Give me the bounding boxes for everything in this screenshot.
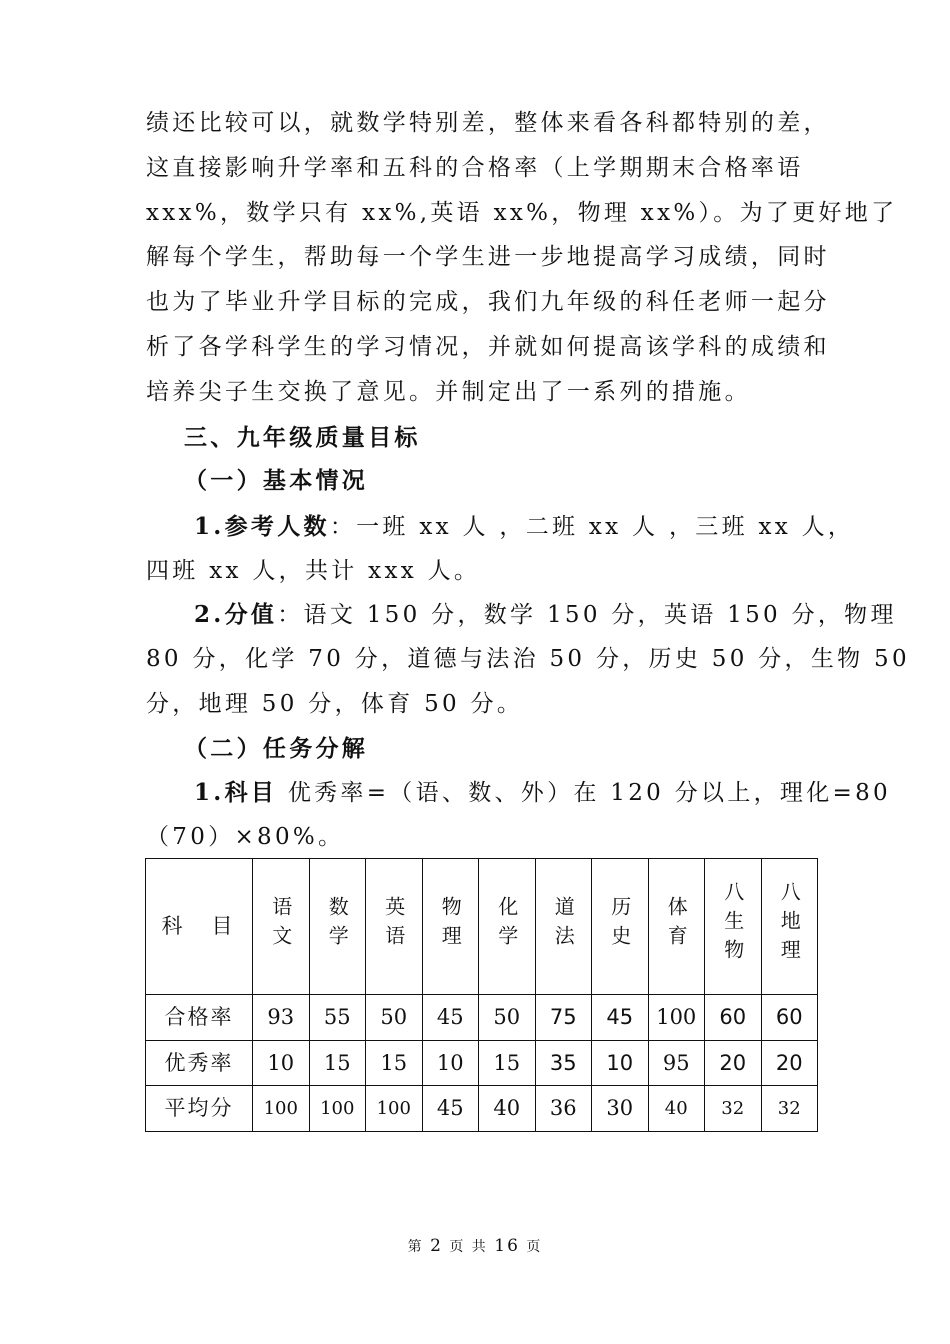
footer-page-number: 2 [430,1236,443,1256]
scores-line-2: 80 分，化学 70 分，道德与法治 50 分，历史 50 分，生物 50 [146,646,910,672]
subsection-title-tasks: （二）任务分解 [184,735,369,762]
table-cell: 60 [705,995,762,1041]
table-header-cell: 道法 [535,859,592,995]
row-label-average: 平均分 [146,1086,253,1132]
table-cell: 35 [535,1041,592,1086]
quality-target-table [145,858,818,1132]
page-footer [0,1236,950,1256]
table-cell: 55 [309,995,366,1041]
subject-label: 1.科目 [194,779,278,806]
table-cell: 60 [761,995,818,1041]
table-header-cell: 物理 [422,859,479,995]
table-cell: 32 [761,1086,818,1132]
table-cell: 15 [479,1041,536,1086]
table-header-cell: 化学 [479,859,536,995]
paragraph-line: xxx%，数学只有 xx%,英语 xx%，物理 xx%）。为了更好地了 [146,200,898,226]
table-cell: 75 [535,995,592,1041]
row-label-pass-rate: 合格率 [146,995,253,1041]
paragraph-line: 解每个学生，帮助每一个学生进一步地提高学习成绩，同时 [146,244,830,270]
table-header-cell: 语文 [253,859,310,995]
table-cell: 20 [705,1041,762,1086]
table-cell: 50 [479,995,536,1041]
scores-text: ：语文 150 分，数学 150 分，英语 150 分，物理 [277,602,897,628]
paragraph-line: 析了各学科学生的学习情况，并就如何提高该学科的成绩和 [146,334,830,360]
participants-line-2: 四班 xx 人，共计 xxx 人。 [146,558,481,584]
footer-prefix: 第 [407,1239,424,1255]
table-corner-cell: 科 目 [146,859,253,995]
section-title: 三、九年级质量目标 [184,424,421,451]
table-header-cell: 历史 [592,859,649,995]
table-cell: 40 [648,1086,705,1132]
paragraph-line: 这直接影响升学率和五科的合格率（上学期期末合格率语 [146,155,804,181]
table-cell: 45 [592,995,649,1041]
table-cell: 36 [535,1086,592,1132]
table-cell: 40 [479,1086,536,1132]
table-cell: 95 [648,1041,705,1086]
table-cell: 45 [422,1086,479,1132]
paragraph-line: 也为了毕业升学目标的完成，我们九年级的科任老师一起分 [146,289,830,315]
table-cell: 50 [366,995,423,1041]
table-header-row [146,859,818,995]
table-cell: 100 [648,995,705,1041]
table-cell: 10 [253,1041,310,1086]
table-cell: 10 [592,1041,649,1086]
table-row [146,1086,818,1132]
table-cell: 100 [366,1086,423,1132]
footer-suffix: 页 [526,1239,543,1255]
subject-text: 优秀率=（语、数、外）在 120 分以上，理化=80 [277,780,891,806]
subject-line [194,779,891,806]
table-cell: 100 [309,1086,366,1132]
scores-line-3: 分，地理 50 分，体育 50 分。 [146,691,524,717]
scores-line [194,601,897,628]
table-cell: 20 [761,1041,818,1086]
table-cell: 45 [422,995,479,1041]
subject-line-2: （70）×80%。 [146,824,345,850]
table-cell: 30 [592,1086,649,1132]
row-label-excellent-rate: 优秀率 [146,1041,253,1086]
participants-line [194,515,862,539]
footer-middle: 页 共 [449,1239,488,1255]
table-cell: 93 [253,995,310,1041]
table-header-cell: 体育 [648,859,705,995]
table-cell: 32 [705,1086,762,1132]
scores-label: 2.分值 [194,601,278,628]
table-cell: 10 [422,1041,479,1086]
footer-total-pages: 16 [494,1236,520,1256]
table-header-cell: 八生物 [705,859,762,995]
table-cell: 15 [309,1041,366,1086]
table-header-cell: 八地理 [761,859,818,995]
table-row [146,1041,818,1086]
table-cell: 15 [366,1041,423,1086]
paragraph-line: 培养尖子生交换了意见。并制定出了一系列的措施。 [146,379,751,405]
paragraph-line: 绩还比较可以，就数学特别差，整体来看各科都特别的差， [146,110,830,136]
subsection-title-basic: （一）基本情况 [184,467,369,494]
participants-label: 1.参考人数 [194,513,330,540]
table-row [146,995,818,1041]
table-header-cell: 数学 [309,859,366,995]
participants-text: ：一班 xx 人 ，二班 xx 人 ，三班 xx 人， [329,514,855,540]
table-cell: 100 [253,1086,310,1132]
table-header-cell: 英语 [366,859,423,995]
